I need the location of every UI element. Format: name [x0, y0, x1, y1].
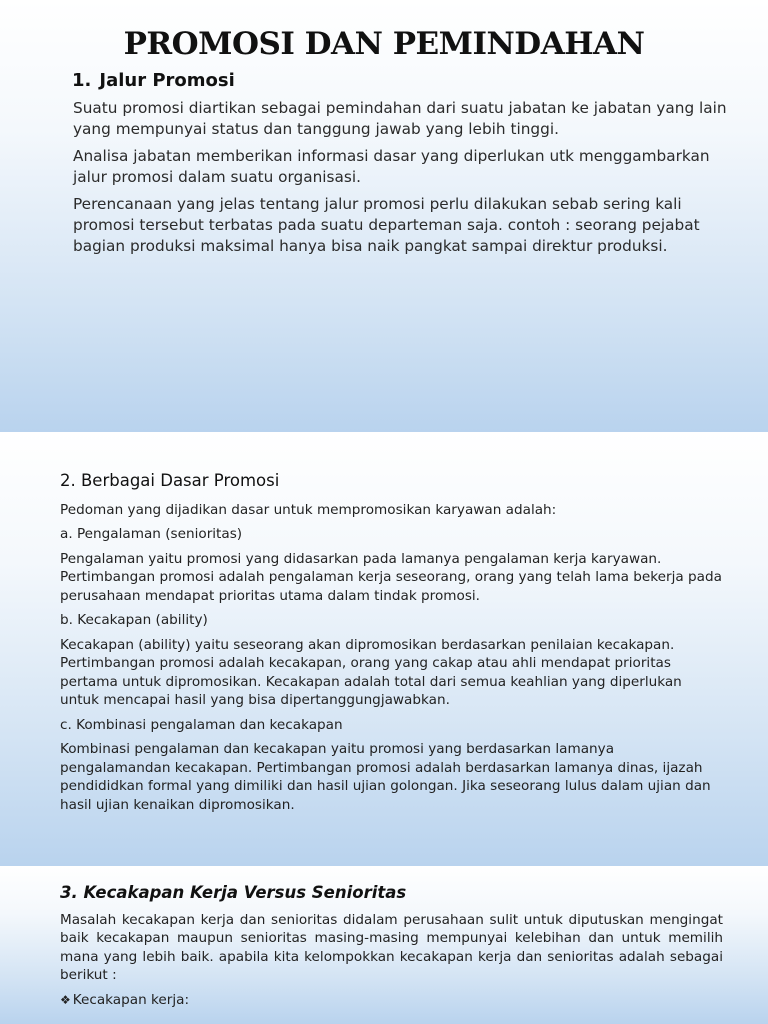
paragraph: Perencanaan yang jelas tentang jalur promosi perlu dilakukan sebab sering kali promosi tersebut terbatas pada suatu departeman saja. contoh : seorang pejabat bagian produksi maksimal hanya bisa naik pangkat sampai direktur produksi.: [73, 195, 700, 255]
item-b-label: b. Kecakapan (ability): [60, 612, 208, 628]
section-heading-jalur-promosi: [72, 70, 235, 91]
section-heading-dasar-promosi: 2. Berbagai Dasar Promosi: [60, 471, 280, 490]
paragraph: Masalah kecakapan kerja dan senioritas didalam perusahaan sulit untuk diputuskan mengingat baik kecakapan maupun senioritas masing-masing mempunyai kelebihan dan untuk memilih mana yang lebih baik. apabila kita kelompokkan kecakapan kerja dan senioritas adalah sebagai berikut :: [60, 911, 723, 983]
bullet-text: Kecakapan kerja:: [72, 991, 190, 1008]
item-c-label: c. Kombinasi pengalaman dan kecakapan: [60, 716, 343, 733]
page-title: PROMOSI DAN PEMINDAHAN: [123, 26, 645, 62]
diamond-bullet-icon: ❖: [60, 992, 71, 1007]
item-b-text: Kecakapan (ability) yaitu seseorang akan dipromosikan berdasarkan penilaian kecakapan. Pertimbangan promosi adalah kecakapan, orang yang cakap atau ahli mendapat prioritas pertama untuk dipromosikan. Kecakapan adalah total dari semua keahlian yang diperlukan untuk mencapai hasil yang bisa dipertanggungjawabkan.: [60, 636, 682, 708]
slide-2-body: [60, 472, 723, 820]
intro-text: Pedoman yang dijadikan dasar untuk mempromosikan karyawan adalah:: [60, 501, 557, 518]
section-heading-kecakapan-vs-senioritas: 3. Kecakapan Kerja Versus Senioritas: [60, 883, 407, 902]
slide-1: [0, 0, 768, 432]
slide-3: [0, 866, 768, 1024]
section-number: 1.: [72, 70, 92, 91]
item-a-text: Pengalaman yaitu promosi yang didasarkan pada lamanya pengalaman kerja karyawan. Pertimbangan promosi adalah pengalaman kerja seseorang, orang yang telah lama bekerja pada perusahaan mendapat prioritas utama dalam tindak promosi.: [60, 550, 722, 604]
paragraph: Suatu promosi diartikan sebagai pemindahan dari suatu jabatan ke jabatan yang lain yang mempunyai status dan tanggung jawab yang lebih tinggi.: [73, 99, 727, 138]
slide-3-body: [60, 884, 723, 1009]
bullet-item: [60, 991, 723, 1010]
item-c-text: Kombinasi pengalaman dan kecakapan yaitu promosi yang berdasarkan lamanya pengalamandan kecakapan. Pertimbangan promosi adalah berdasarkan lamanya dinas, ijazah pendididkan formal yang dimiliki dan hasil ujian golongan. Jika seseorang lulus dalam ujian dan hasil ujian kenaikan dipromosikan.: [60, 741, 711, 813]
slide-1-body: [73, 98, 728, 263]
paragraph: Analisa jabatan memberikan informasi dasar yang diperlukan utk menggambarkan jalur promosi dalam suatu organisasi.: [73, 147, 710, 186]
slide-2: [0, 432, 768, 866]
section-title: Jalur Promosi: [99, 70, 235, 91]
item-a-label: a. Pengalaman (senioritas): [60, 526, 243, 542]
